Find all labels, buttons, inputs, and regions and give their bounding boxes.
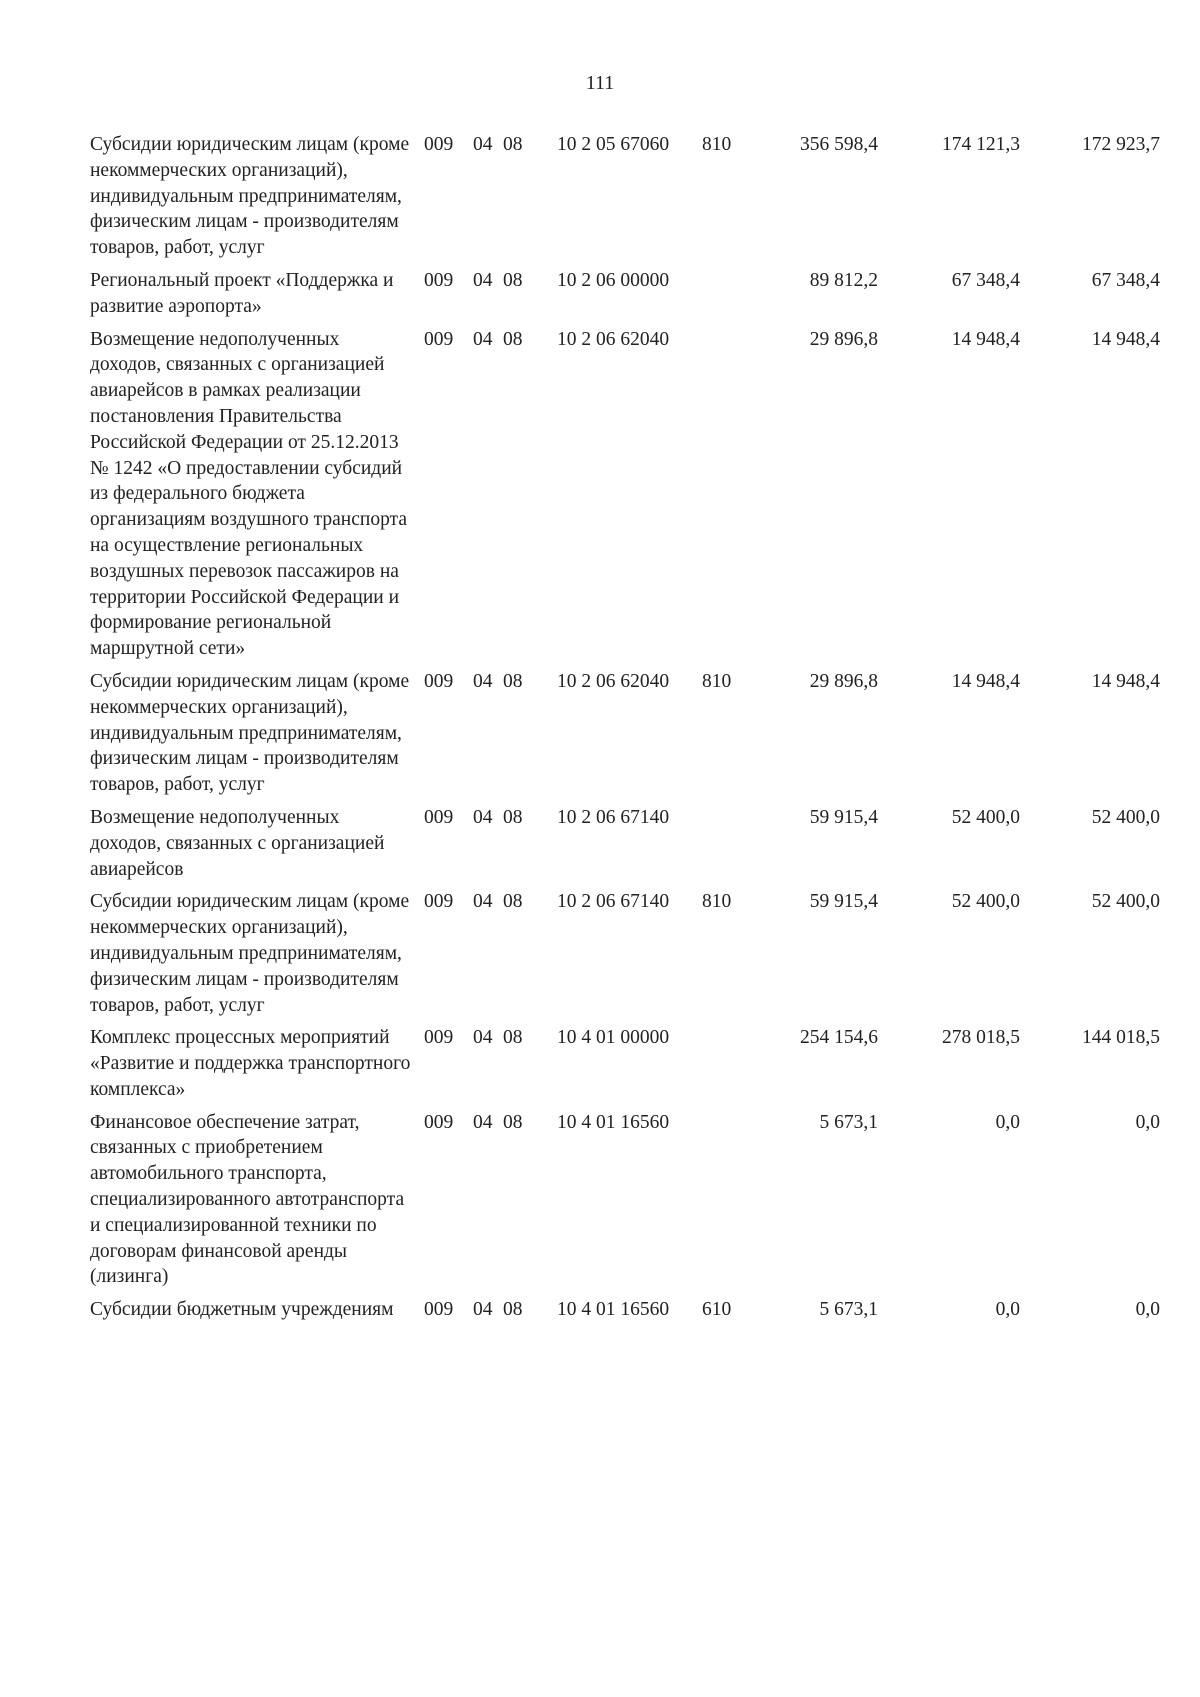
section-code: 04 [473, 1027, 493, 1049]
department-code: 009 [424, 1299, 454, 1321]
table-row [0, 132, 1200, 268]
expense-name: Субсидии бюджетным учреждениям [90, 1299, 394, 1321]
target-article-code: 10 2 06 62040 [557, 328, 670, 350]
table-row [0, 669, 1200, 805]
subsection-code: 08 [503, 1111, 523, 1133]
department-code: 009 [424, 1027, 454, 1049]
department-code: 009 [424, 269, 454, 291]
amount-year-3: 144 018,5 [1082, 1027, 1160, 1049]
expense-name: Финансовое обеспечение затрат, связанных с приобретением автомобильного транспорта, специализированного автотранспорта и специализированной техники по договорам финансовой аренды (лизинга) [90, 1111, 405, 1288]
section-code: 04 [473, 1299, 493, 1321]
section-code: 04 [473, 328, 493, 350]
amount-year-3: 14 948,4 [1091, 670, 1160, 692]
amount-year-3: 172 923,7 [1082, 134, 1160, 155]
target-article-code: 10 2 06 67140 [557, 806, 670, 828]
expense-name: Субсидии юридическим лицам (кроме некоммерческих организаций), индивидуальным предпринимателям, физическим лицам - производителям товаров, работ, услуг [90, 134, 410, 259]
amount-year-3: 52 400,0 [1091, 806, 1160, 828]
amount-year-1: 29 896,8 [809, 328, 878, 350]
expense-name: Возмещение недополученных доходов, связанных с организацией авиарейсов [90, 806, 385, 880]
expense-name: Комплекс процессных мероприятий «Развитие и поддержка транспортного комплекса» [90, 1027, 411, 1100]
amount-year-1: 5 673,1 [819, 1299, 878, 1321]
budget-table [0, 132, 1200, 1330]
amount-year-3: 0,0 [1135, 1111, 1160, 1133]
subsection-code: 08 [503, 269, 523, 291]
expense-type-code: 810 [702, 134, 732, 155]
amount-year-3: 67 348,4 [1091, 269, 1160, 291]
section-code: 04 [473, 269, 493, 291]
target-article-code: 10 2 06 62040 [557, 670, 670, 692]
amount-year-2: 52 400,0 [951, 891, 1020, 913]
subsection-code: 08 [503, 328, 523, 350]
amount-year-3: 52 400,0 [1091, 891, 1160, 913]
table-row [0, 805, 1200, 889]
amount-year-2: 67 348,4 [951, 269, 1020, 291]
target-article-code: 10 4 01 00000 [557, 1027, 670, 1049]
amount-year-1: 29 896,8 [809, 670, 878, 692]
department-code: 009 [424, 1111, 454, 1133]
expense-name: Региональный проект «Поддержка и развитие аэропорта» [90, 269, 394, 317]
table-row [0, 1110, 1200, 1298]
department-code: 009 [424, 670, 454, 692]
department-code: 009 [424, 134, 454, 155]
subsection-code: 08 [503, 134, 523, 155]
section-code: 04 [473, 806, 493, 828]
amount-year-2: 174 121,3 [942, 134, 1020, 155]
subsection-code: 08 [503, 1027, 523, 1049]
table-row [0, 1025, 1200, 1109]
target-article-code: 10 2 06 00000 [557, 269, 670, 291]
amount-year-3: 14 948,4 [1091, 328, 1160, 350]
page-number: 111 [585, 72, 615, 94]
department-code: 009 [424, 891, 454, 913]
expense-type-code: 610 [702, 1299, 732, 1321]
department-code: 009 [424, 328, 454, 350]
table-row [0, 889, 1200, 1025]
subsection-code: 08 [503, 1299, 523, 1321]
amount-year-1: 254 154,6 [800, 1027, 878, 1049]
expense-type-code: 810 [702, 670, 732, 692]
amount-year-3: 0,0 [1135, 1299, 1160, 1321]
subsection-code: 08 [503, 670, 523, 692]
target-article-code: 10 2 05 67060 [557, 134, 670, 155]
section-code: 04 [473, 891, 493, 913]
table-row [0, 1297, 1200, 1330]
amount-year-2: 14 948,4 [951, 670, 1020, 692]
amount-year-1: 59 915,4 [809, 806, 878, 828]
amount-year-2: 52 400,0 [951, 806, 1020, 828]
amount-year-1: 356 598,4 [800, 134, 878, 155]
subsection-code: 08 [503, 806, 523, 828]
expense-name: Возмещение недополученных доходов, связанных с организацией авиарейсов в рамках реализации постановления Правительства Российской Федерации от 25.12.2013 № 1242 «О предоставлении субсидий из федерального бюджета организациям воздушного транспорта на осуществление региональных воздушных перевозок пассажиров на территории Российской Федерации и формирование региональной маршрутной сети» [90, 328, 407, 660]
department-code: 009 [424, 806, 454, 828]
target-article-code: 10 4 01 16560 [557, 1299, 670, 1321]
amount-year-1: 59 915,4 [809, 891, 878, 913]
table-row [0, 327, 1200, 669]
section-code: 04 [473, 670, 493, 692]
subsection-code: 08 [503, 891, 523, 913]
amount-year-2: 0,0 [995, 1299, 1020, 1321]
amount-year-2: 278 018,5 [942, 1027, 1020, 1049]
section-code: 04 [473, 1111, 493, 1133]
target-article-code: 10 4 01 16560 [557, 1111, 670, 1133]
amount-year-1: 89 812,2 [809, 269, 878, 291]
section-code: 04 [473, 134, 493, 155]
target-article-code: 10 2 06 67140 [557, 891, 670, 913]
amount-year-2: 14 948,4 [951, 328, 1020, 350]
expense-name: Субсидии юридическим лицам (кроме некоммерческих организаций), индивидуальным предпринимателям, физическим лицам - производителям товаров, работ, услуг [90, 670, 410, 796]
table-row [0, 268, 1200, 327]
amount-year-1: 5 673,1 [819, 1111, 878, 1133]
amount-year-2: 0,0 [995, 1111, 1020, 1133]
expense-name: Субсидии юридическим лицам (кроме некоммерческих организаций), индивидуальным предпринимателям, физическим лицам - производителям товаров, работ, услуг [90, 891, 410, 1016]
expense-type-code: 810 [702, 891, 732, 913]
